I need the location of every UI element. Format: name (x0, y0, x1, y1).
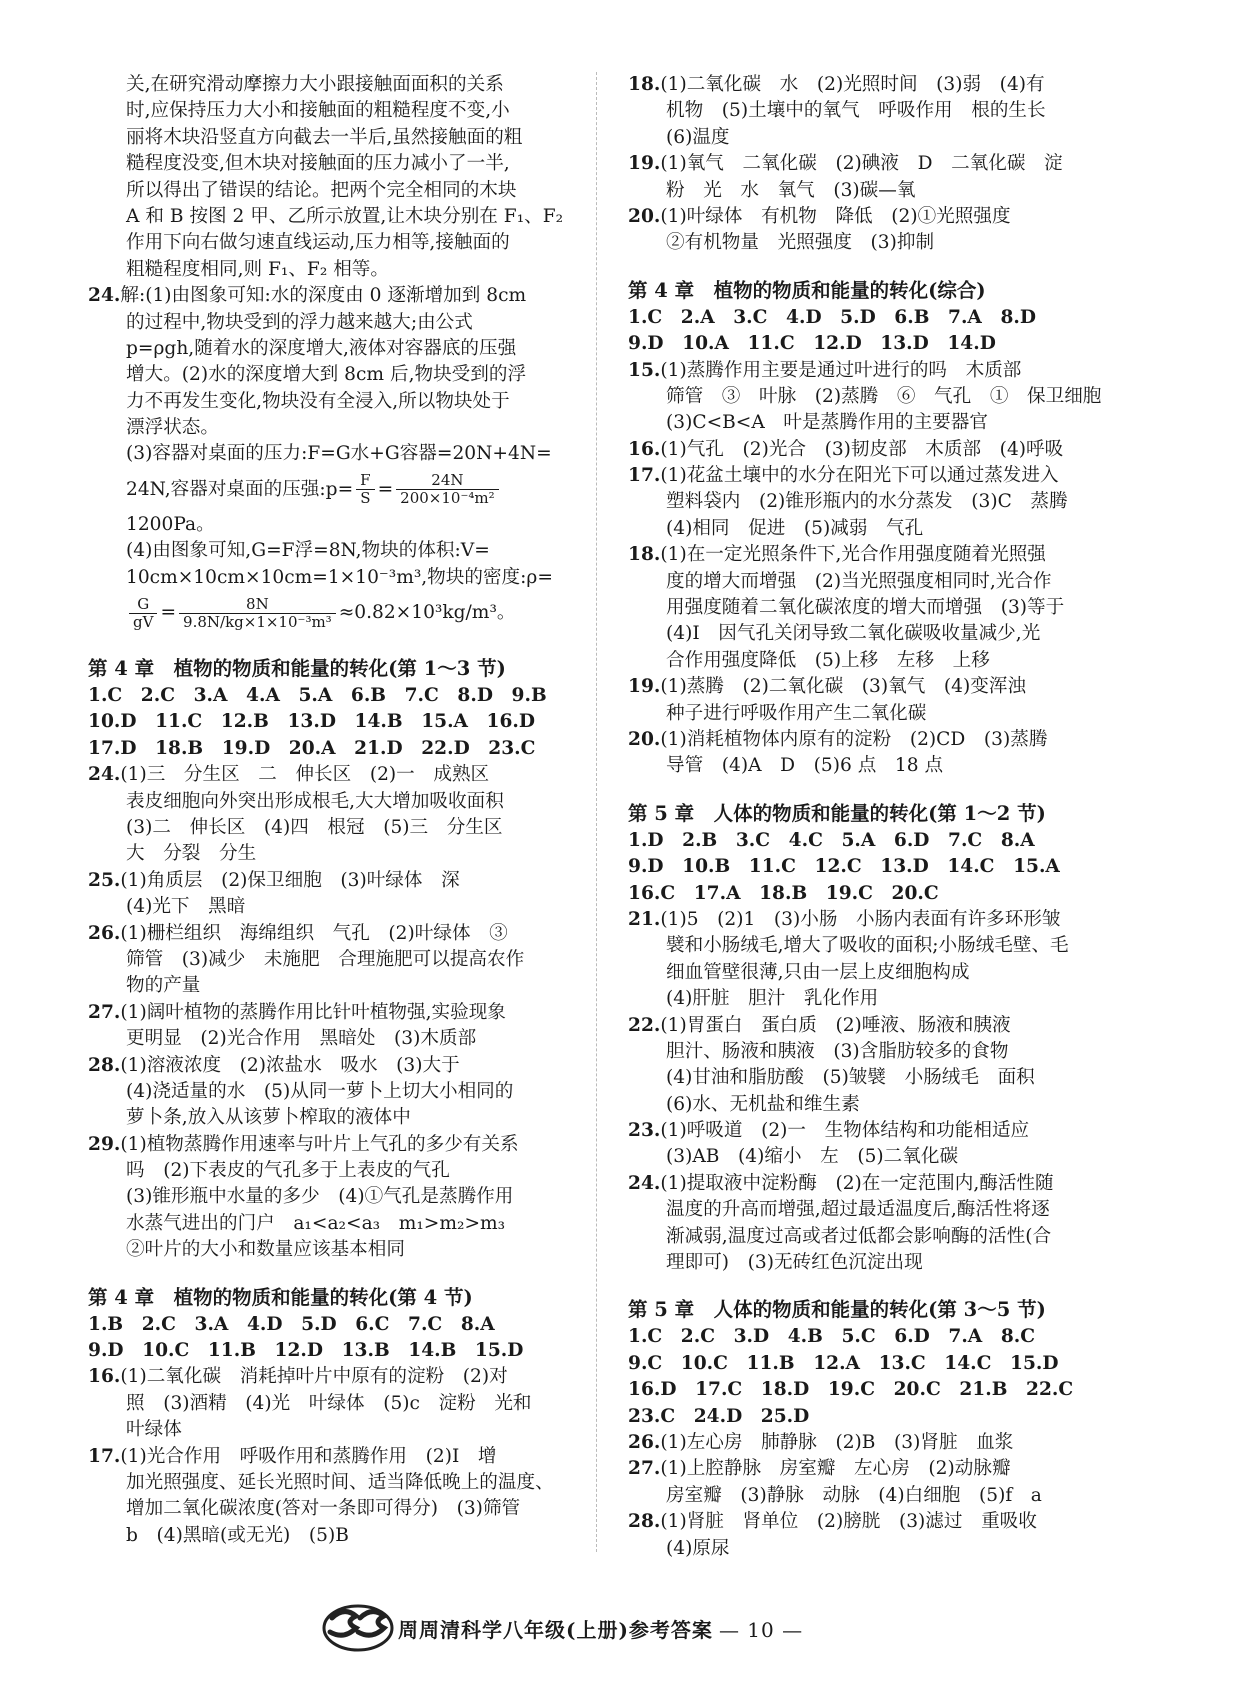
formula-text: ≈0.82×10³kg/m³。 (338, 602, 516, 624)
equals-sign: = (160, 602, 177, 624)
text-line: (3)AB (4)缩小 左 (5)二氧化碳 (666, 1146, 959, 1168)
answer-item (628, 1171, 1140, 1277)
formula-text: 24N,容器对桌面的压强:p= (126, 478, 354, 500)
text-line: 物的产量 (126, 975, 201, 997)
answer-item (628, 1430, 1140, 1456)
answer-item (628, 1118, 1140, 1171)
question-number: 15. (628, 359, 661, 381)
question-number: 22. (628, 1014, 661, 1036)
section-heading: 第 5 章 人体的物质和能量的转化(第 3～5 节) (628, 1298, 1046, 1322)
choice-answers: 16.D 17.C 18.D 19.C 20.C 21.B 22.C (628, 1379, 1074, 1401)
text-line: (1)肾脏 肾单位 (2)膀胱 (3)滤过 重吸收 (660, 1511, 1037, 1533)
text-line: 度的增大而增强 (2)当光照强度相同时,光合作 (666, 570, 1052, 592)
text-line: 加光照强度、延长光照时间、适当降低晚上的温度、 (126, 1471, 554, 1493)
fraction-numerator: 8N (179, 596, 336, 614)
text-line: (4)浇适量的水 (5)从同一萝卜上切大小相同的 (126, 1080, 514, 1102)
text-line: (4)原尿 (666, 1537, 730, 1559)
text-line: 增大。(2)水的深度增大到 8cm 后,物块受到的浮 (126, 364, 527, 386)
answer-item (628, 1456, 1140, 1509)
text-line: 作用下向右做匀速直线运动,压力相等,接触面的 (126, 232, 510, 254)
fraction-numerator: G (129, 596, 157, 614)
density-formula (88, 591, 600, 635)
question-number: 29. (88, 1133, 121, 1155)
choice-answers: 1.C 2.A 3.C 4.D 5.D 6.B 7.A 8.D (628, 306, 1036, 328)
question-number: 18. (628, 74, 661, 95)
text-line: (1)上腔静脉 房室瓣 左心房 (2)动脉瓣 (660, 1458, 1011, 1480)
left-column (88, 72, 600, 1549)
text-line: (1)光合作用 呼吸作用和蒸腾作用 (2)Ⅰ 增 (120, 1445, 497, 1467)
text-line: (1)5 (2)1 (3)小肠 小肠内表面有许多环形皱 (660, 908, 1061, 930)
choice-answers: 17.D 18.B 19.D 20.A 21.D 22.D 23.C (88, 737, 536, 759)
fraction-denominator: gV (133, 612, 154, 631)
text-line: p=ρgh,随着水的深度增大,液体对容器底的压强 (126, 337, 517, 359)
choice-answers: 9.C 10.C 11.B 12.A 13.C 14.C 15.D (628, 1352, 1059, 1374)
section-heading: 第 4 章 植物的物质和能量的转化(第 1～3 节) (88, 657, 506, 681)
question-number: 25. (88, 869, 121, 891)
question-number: 19. (628, 676, 661, 698)
fraction (396, 472, 498, 507)
text-line: (1)二氧化碳 消耗掉叶片中原有的淀粉 (2)对 (120, 1366, 508, 1388)
answer-item (88, 1132, 600, 1264)
question-number: 21. (628, 908, 661, 930)
text-line: 筛管 ③ 叶脉 (2)蒸腾 ⑥ 气孔 ① 保卫细胞 (666, 385, 1102, 407)
answer-item (628, 463, 1140, 542)
section-heading: 第 4 章 植物的物质和能量的转化(综合) (628, 278, 986, 302)
text-line: (1)溶液浓度 (2)浓盐水 吸水 (3)大于 (120, 1054, 460, 1076)
pressure-formula (88, 468, 600, 512)
answer-item (628, 1013, 1140, 1119)
text-line: 用强度随着二氧化碳浓度的增大而增强 (3)等于 (666, 597, 1065, 619)
fraction-denominator: 9.8N/kg×1×10⁻³m³ (183, 612, 332, 631)
text-line: (1)氧气 二氧化碳 (2)碘液 D 二氧化碳 淀 (660, 153, 1063, 175)
text-line: 的过程中,物块受到的浮力越来越大;由公式 (126, 311, 473, 333)
choice-answers: 9.D 10.A 11.C 12.D 13.D 14.D (628, 333, 996, 355)
text-line: (1)二氧化碳 水 (2)光照时间 (3)弱 (4)有 (660, 74, 1045, 95)
text-line: (1)角质层 (2)保卫细胞 (3)叶绿体 深 (120, 869, 460, 891)
text-line: (3)C<B<A 叶是蒸腾作用的主要器官 (666, 412, 988, 434)
question-number: 26. (88, 922, 121, 944)
text-line: (1)消耗植物体内原有的淀粉 (2)CD (3)蒸腾 (660, 728, 1048, 750)
text-line: (1)气孔 (2)光合 (3)韧皮部 木质部 (4)呼吸 (660, 438, 1064, 460)
text-line: (1)花盆土壤中的水分在阳光下可以通过蒸发进入 (660, 465, 1059, 487)
text-line: 更明显 (2)光合作用 黑暗处 (3)木质部 (126, 1028, 477, 1050)
question-number: 19. (628, 153, 661, 175)
text-line: 导管 (4)A D (5)6 点 18 点 (666, 755, 944, 777)
text-line: 细血管壁很薄,只由一层上皮细胞构成 (666, 961, 970, 983)
question-number: 20. (628, 205, 661, 227)
text-line: 合作用强度降低 (5)上移 左移 上移 (666, 649, 990, 671)
answer-item (88, 1364, 600, 1443)
text-line: 筛管 (3)减少 未施肥 合理施肥可以提高农作 (126, 948, 525, 970)
footer-title (398, 1614, 803, 1643)
question-number: 28. (628, 1511, 661, 1533)
text-line: (6)温度 (666, 126, 730, 148)
fraction (179, 596, 336, 631)
answer-24-solution (88, 283, 600, 635)
choice-answers: 9.D 10.B 11.C 12.C 13.D 14.C 15.A (628, 856, 1060, 878)
text-line: (1)左心房 肺静脉 (2)B (3)肾脏 血浆 (660, 1431, 1014, 1453)
text-line: (1)呼吸道 (2)一 生物体结构和功能相适应 (660, 1120, 1030, 1142)
right-column (628, 72, 1140, 1562)
text-line: 解:(1)由图象可知:水的深度由 0 逐渐增加到 8cm (120, 285, 527, 307)
text-line: 漂浮状态。 (126, 417, 219, 439)
section-ch4-1-3 (88, 655, 600, 1264)
text-line: (3)锥形瓶中水量的多少 (4)①气孔是蒸腾作用 (126, 1186, 514, 1208)
answer-item (628, 437, 1140, 463)
question-number: 24. (88, 764, 121, 786)
answer-item (628, 72, 1140, 151)
fraction-numerator: 24N (396, 472, 498, 490)
question-number: 20. (628, 728, 661, 750)
text-line: 大 分裂 分生 (126, 843, 257, 865)
answer-item (628, 204, 1140, 257)
choice-answers: 23.C 24.D 25.D (628, 1405, 810, 1427)
text-line: ②叶片的大小和数量应该基本相同 (126, 1239, 405, 1261)
choice-answers: 1.D 2.B 3.C 4.C 5.A 6.D 7.C 8.A (628, 829, 1035, 851)
text-line: 温度的升高而增强,超过最适温度后,酶活性将逐 (666, 1199, 1050, 1221)
text-line: 渐减弱,温度过高或者过低都会影响酶的活性(合 (666, 1225, 1052, 1247)
section-ch5-3-5 (628, 1296, 1140, 1562)
text-line: 房室瓣 (3)静脉 动脉 (4)白细胞 (5)f a (666, 1484, 1042, 1506)
fraction-numerator: F (356, 472, 374, 490)
question-number: 17. (88, 1445, 121, 1467)
answer-item (628, 907, 1140, 1013)
text-line: 粉 光 水 氧气 (3)碳—氧 (666, 179, 916, 201)
answer-item (628, 358, 1140, 437)
text-line: (4)由图象可知,G=F浮=8N,物块的体积:V= (126, 540, 490, 562)
choice-answers: 1.C 2.C 3.D 4.B 5.C 6.D 7.A 8.C (628, 1326, 1036, 1348)
question-number: 16. (628, 438, 661, 460)
page-number: — 10 — (718, 1618, 804, 1642)
text-line: 萝卜条,放入从该萝卜榨取的液体中 (126, 1107, 411, 1129)
question-number: 27. (88, 1001, 121, 1023)
answer-item (88, 762, 600, 868)
section-heading: 第 5 章 人体的物质和能量的转化(第 1～2 节) (628, 801, 1046, 825)
choice-answers: 1.B 2.C 3.A 4.D 5.D 6.C 7.C 8.A (88, 1313, 495, 1335)
section-heading: 第 4 章 植物的物质和能量的转化(第 4 节) (88, 1285, 473, 1309)
text-line: (1)阔叶植物的蒸腾作用比针叶植物强,实验现象 (120, 1001, 506, 1023)
text-line: 粗糙程度相同,则 F₁、F₂ 相等。 (126, 258, 389, 280)
text-line: 照 (3)酒精 (4)光 叶绿体 (5)c 淀粉 光和 (126, 1392, 532, 1414)
answer-item (628, 674, 1140, 727)
answer-item (88, 921, 600, 1000)
book-logo-icon (320, 1598, 400, 1654)
text-line: (1)在一定光照条件下,光合作用强度随着光照强 (660, 544, 1046, 566)
section-ch5-1-2 (628, 800, 1140, 1277)
question-number: 24. (88, 285, 121, 307)
fraction (129, 596, 157, 631)
question-number: 26. (628, 1431, 661, 1453)
section-ch4-comprehensive (628, 277, 1140, 780)
question-number: 23. (628, 1120, 661, 1142)
text-line: (1)胃蛋白 蛋白质 (2)唾液、肠液和胰液 (660, 1014, 1011, 1036)
text-line: 叶绿体 (126, 1419, 182, 1441)
question-number: 24. (628, 1172, 661, 1194)
question-number: 18. (628, 544, 661, 566)
answer-item (88, 1053, 600, 1132)
answer-item (628, 1509, 1140, 1562)
text-line: (4)甘油和脂肪酸 (5)皱襞 小肠绒毛 面积 (666, 1067, 1035, 1089)
answer-item (628, 151, 1140, 204)
question-number: 27. (628, 1458, 661, 1480)
text-line: 塑料袋内 (2)锥形瓶内的水分蒸发 (3)C 蒸腾 (666, 491, 1068, 513)
text-line: (1)栅栏组织 海绵组织 气孔 (2)叶绿体 ③ (120, 922, 508, 944)
text-line: 吗 (2)下表皮的气孔多于上表皮的气孔 (126, 1160, 450, 1182)
text-line: (6)水、无机盐和维生素 (666, 1093, 860, 1115)
page-footer (320, 1598, 920, 1658)
text-line: (4)光下 黑暗 (126, 896, 246, 918)
answer-item (88, 1444, 600, 1550)
text-line: (1)蒸腾 (2)二氧化碳 (3)氧气 (4)变浑浊 (660, 676, 1027, 698)
text-line: 襞和小肠绒毛,增大了吸收的面积;小肠绒毛壁、毛 (666, 935, 1069, 957)
text-line: 表皮细胞向外突出形成根毛,大大增加吸收面积 (126, 790, 504, 812)
text-line: 机物 (5)土壤中的氧气 呼吸作用 根的生长 (666, 100, 1046, 122)
choice-answers: 9.D 10.C 11.B 12.D 13.B 14.B 15.D (88, 1340, 524, 1362)
text-line: 1200Pa。 (126, 513, 215, 535)
continued-answer (88, 72, 600, 283)
text-line: 糙程度没变,但木块对接触面的压力减小了一半, (126, 153, 510, 175)
text-line: b (4)黑暗(或无光) (5)B (126, 1524, 349, 1546)
text-line: (4)Ⅰ 因气孔关闭导致二氧化碳吸收量减少,光 (666, 623, 1041, 645)
question-number: 28. (88, 1054, 121, 1076)
text-line: 水蒸气进出的门户 a₁<a₂<a₃ m₁>m₂>m₃ (126, 1212, 506, 1234)
section-ch4-4 (88, 1284, 600, 1550)
text-line: 种子进行呼吸作用产生二氧化碳 (666, 702, 927, 724)
text-line: 时,应保持压力大小和接触面的粗糙程度不变,小 (126, 100, 510, 122)
fraction-denominator: 200×10⁻⁴m² (400, 489, 495, 508)
text-line: (3)二 伸长区 (4)四 根冠 (5)三 分生区 (126, 816, 503, 838)
choice-answers: 1.C 2.C 3.A 4.A 5.A 6.B 7.C 8.D 9.B (88, 685, 547, 707)
text-line: (3)容器对桌面的压力:F=G水+G容器=20N+4N= (126, 443, 552, 465)
fraction-denominator: S (360, 489, 371, 508)
choice-answers: 16.C 17.A 18.B 19.C 20.C (628, 882, 939, 904)
answer-item (628, 727, 1140, 780)
text-line: (4)肝脏 胆汁 乳化作用 (666, 988, 879, 1010)
fraction (356, 472, 374, 507)
text-line: (1)叶绿体 有机物 降低 (2)①光照强度 (660, 205, 1011, 227)
text-line: 胆汁、肠液和胰液 (3)含脂肪较多的食物 (666, 1040, 1009, 1062)
text-line: (4)相同 促进 (5)减弱 气孔 (666, 517, 924, 539)
answer-item (628, 542, 1140, 674)
equals-sign: = (377, 478, 394, 500)
answer-item (88, 1000, 600, 1053)
footer-book-title: 周周清科学八年级(上册)参考答案 (398, 1618, 713, 1642)
text-line: (1)蒸腾作用主要是通过叶进行的吗 木质部 (660, 359, 1022, 381)
question-number: 17. (628, 465, 661, 487)
text-line: (1)提取液中淀粉酶 (2)在一定范围内,酶活性随 (660, 1172, 1054, 1194)
question-number: 16. (88, 1366, 121, 1388)
choice-answers: 10.D 11.C 12.B 13.D 14.B 15.A 16.D (88, 711, 536, 733)
text-line: 力不再发生变化,物块没有全浸入,所以物块处于 (126, 390, 510, 412)
text-line: 增加二氧化碳浓度(答对一条即可得分) (3)筛管 (126, 1498, 521, 1520)
text-line: 丽将木块沿竖直方向截去一半后,虽然接触面的粗 (126, 126, 523, 148)
text-line: A 和 B 按图 2 甲、乙所示放置,让木块分别在 F₁、F₂ (126, 205, 564, 227)
text-line: ②有机物量 光照强度 (3)抑制 (666, 232, 935, 254)
text-line: 所以得出了错误的结论。把两个完全相同的木块 (126, 179, 517, 201)
text-line: 关,在研究滑动摩擦力大小跟接触面面积的关系 (126, 74, 504, 95)
text-line: (1)植物蒸腾作用速率与叶片上气孔的多少有关系 (120, 1133, 519, 1155)
answer-item (88, 868, 600, 921)
text-line: 理即可) (3)无砖红色沉淀出现 (666, 1252, 923, 1274)
text-line: (1)三 分生区 二 伸长区 (2)一 成熟区 (120, 764, 490, 786)
text-line: 10cm×10cm×10cm=1×10⁻³m³,物块的密度:ρ= (126, 566, 553, 588)
